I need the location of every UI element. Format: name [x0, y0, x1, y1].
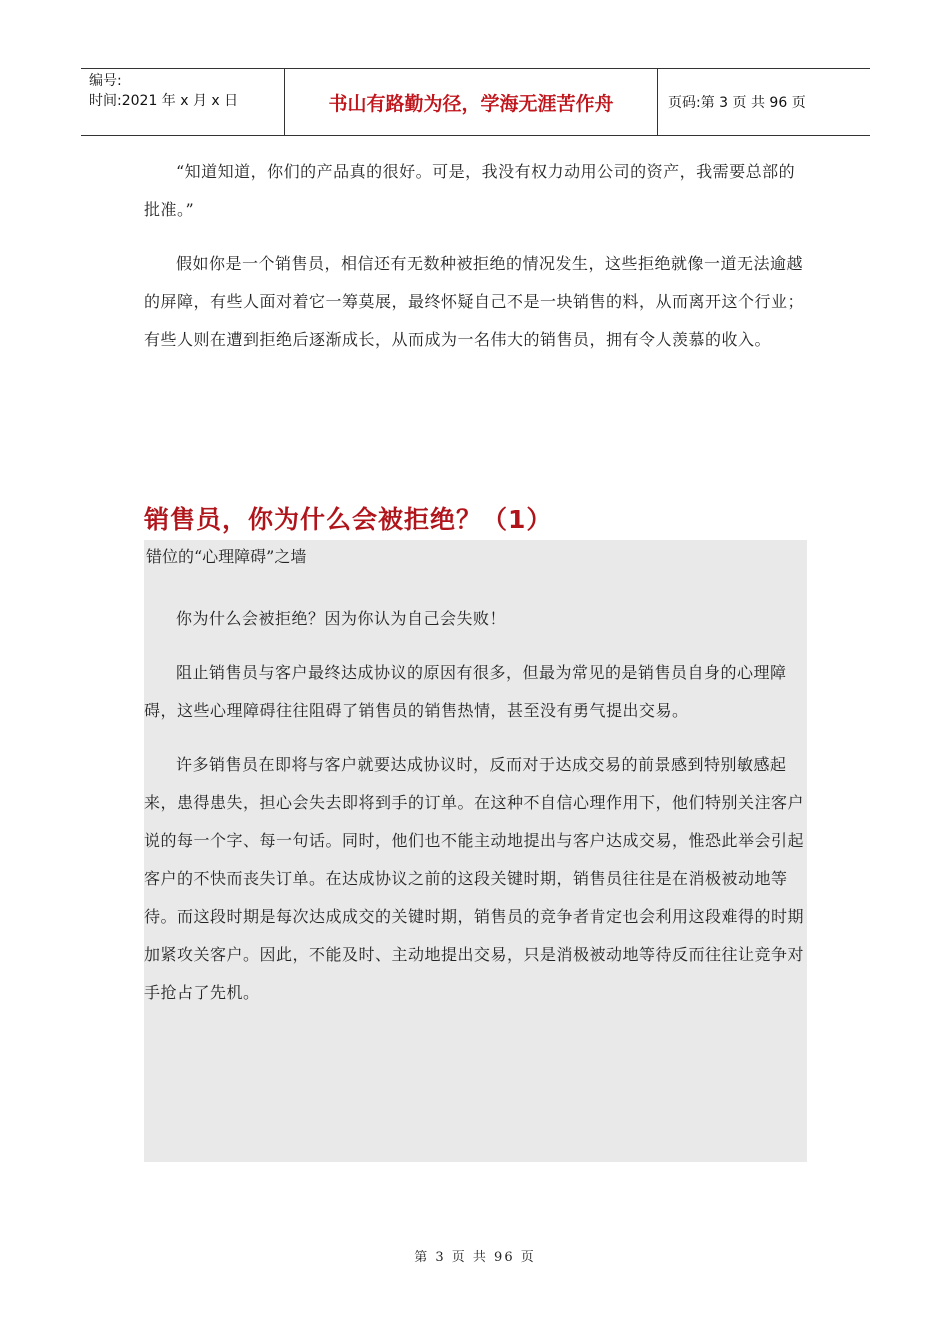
paragraph-intro: 假如你是一个销售员，相信还有无数种被拒绝的情况发生，这些拒绝就像一道无法逾越的屏障，有些人面对着它一筹莫展，最终怀疑自己不是一块销售的料，从而离开这个行业；有些人则在遭到拒绝后逐渐成长，从而成为一名伟大的销售员，拥有令人羡慕的收入。 — [144, 254, 805, 349]
paragraph-quote: “知道知道，你们的产品真的很好。可是，我没有权力动用公司的资产，我需要总部的批准。” — [144, 162, 796, 219]
time-label: 时间:2021 年 x 月 x 日 — [89, 93, 239, 109]
page-header — [81, 68, 870, 136]
number-label: 编号: — [89, 73, 122, 89]
page-footer: 第 3 页 共 96 页 — [414, 1250, 536, 1265]
body-text-section — [144, 600, 807, 1012]
section-subtitle: 错位的“心理障碍”之墙 — [146, 547, 307, 566]
header-page-number: 页码:第 3 页 共 96 页 — [668, 95, 806, 111]
paragraph-question: 你为什么会被拒绝？因为你认为自己会失败！ — [176, 609, 507, 628]
section-heading: 销售员，你为什么会被拒绝？（1） — [144, 505, 553, 534]
body-text-top — [144, 153, 807, 359]
header-meta — [81, 69, 284, 135]
paragraph-reasons: 阻止销售员与客户最终达成协议的原因有很多，但最为常见的是销售员自身的心理障碍，这些心理障碍往往阻碍了销售员的销售热情，甚至没有勇气提出交易。 — [144, 663, 787, 720]
header-motto: 书山有路勤为径，学海无涯苦作舟 — [284, 69, 658, 135]
paragraph-details: 许多销售员在即将与客户就要达成协议时，反而对于达成交易的前景感到特别敏感起来，患得患失，担心会失去即将到手的订单。在这种不自信心理作用下，他们特别关注客户说的每一个字、每一句话。同时，他们也不能主动地提出与客户达成交易，惟恐此举会引起客户的不快而丧失订单。在达成协议之前的这段关键时期，销售员往往是在消极被动地等待。而这段时期是每次达成成交的关键时期，销售员的竞争者肯定也会利用这段难得的时期加紧攻关客户。因此，不能及时、主动地提出交易，只是消极被动地等待反而往往让竞争对手抢占了先机。 — [144, 755, 805, 1002]
